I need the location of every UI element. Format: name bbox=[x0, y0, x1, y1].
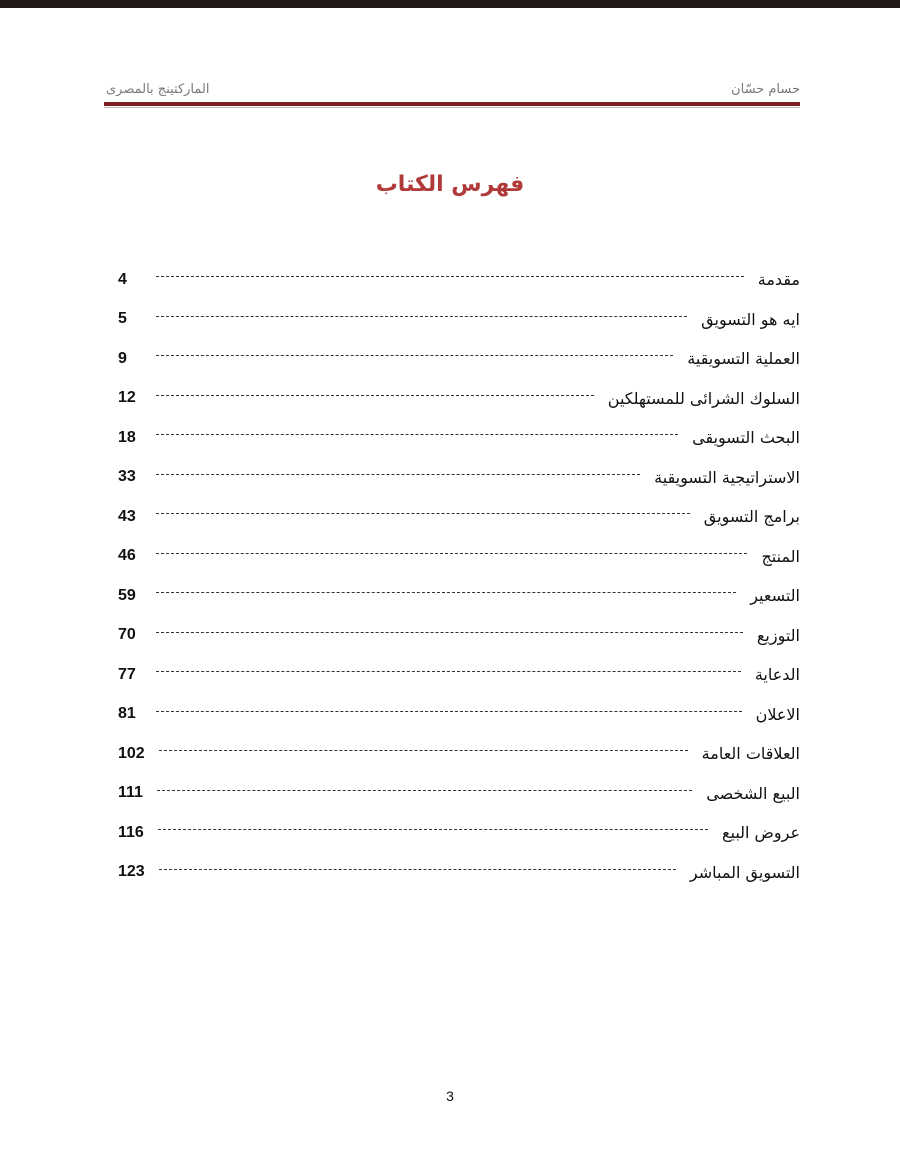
toc-dot-leader bbox=[156, 276, 744, 277]
toc-dot-leader bbox=[157, 790, 692, 791]
toc-dot-leader bbox=[156, 592, 736, 593]
toc-entry-page: 18 bbox=[118, 428, 136, 446]
toc-entry-page: 4 bbox=[118, 270, 127, 288]
toc-entry-label: برامج التسويق bbox=[703, 507, 800, 527]
toc-dot-leader bbox=[156, 395, 594, 396]
toc-dot-leader bbox=[156, 632, 743, 633]
toc-entry-label: السلوك الشرائى للمستهلكين bbox=[607, 388, 800, 408]
toc-entry[interactable] bbox=[118, 774, 800, 814]
toc-entry-label: البيع الشخصى bbox=[706, 783, 800, 803]
toc-entry-label: الاستراتيجية التسويقية bbox=[654, 467, 800, 487]
toc-entry-page: 43 bbox=[118, 507, 136, 525]
toc-entry-page: 111 bbox=[118, 784, 143, 802]
toc-entry-label: العلاقات العامة bbox=[701, 744, 800, 764]
header-rule bbox=[104, 102, 800, 106]
toc-dot-leader bbox=[156, 553, 747, 554]
toc-dot-leader bbox=[156, 316, 687, 317]
toc-entry[interactable] bbox=[118, 260, 800, 300]
toc-entry-label: الاعلان bbox=[755, 704, 800, 724]
toc-dot-leader bbox=[159, 869, 676, 870]
toc-dot-leader bbox=[156, 711, 742, 712]
toc-entry-page: 46 bbox=[118, 547, 136, 565]
toc-entry-page: 9 bbox=[118, 349, 127, 367]
toc-entry-page: 123 bbox=[118, 863, 145, 881]
toc-entry-page: 102 bbox=[118, 744, 145, 762]
toc-entry-label: البحث التسويقى bbox=[692, 428, 800, 448]
toc-entry-page: 12 bbox=[118, 389, 136, 407]
toc-entry[interactable] bbox=[118, 853, 800, 893]
toc-entry[interactable] bbox=[118, 458, 800, 498]
toc-entry-label: العملية التسويقية bbox=[687, 349, 800, 369]
toc-entry-page: 70 bbox=[118, 626, 136, 644]
toc-entry[interactable] bbox=[118, 813, 800, 853]
toc-entry-page: 81 bbox=[118, 705, 136, 723]
toc-entry[interactable] bbox=[118, 418, 800, 458]
toc-entry[interactable] bbox=[118, 537, 800, 577]
toc-entry-page: 77 bbox=[118, 665, 136, 683]
toc-entry-label: عروض البيع bbox=[721, 823, 800, 843]
toc-dot-leader bbox=[159, 750, 688, 751]
toc-dot-leader bbox=[156, 513, 690, 514]
toc-entry[interactable] bbox=[118, 616, 800, 656]
toc-entry[interactable] bbox=[118, 655, 800, 695]
header-rule-thin bbox=[104, 107, 800, 108]
toc-entry-page: 5 bbox=[118, 310, 127, 328]
toc-entry-label: مقدمة bbox=[757, 270, 800, 290]
toc-entry-label: المنتج bbox=[761, 546, 800, 566]
toc-entry[interactable] bbox=[118, 734, 800, 774]
toc-dot-leader bbox=[158, 829, 708, 830]
toc-entry[interactable] bbox=[118, 497, 800, 537]
toc-entry-label: التوزيع bbox=[756, 625, 800, 645]
toc-entry-page: 33 bbox=[118, 468, 136, 486]
toc-list bbox=[118, 260, 800, 892]
toc-entry-label: ايه هو التسويق bbox=[701, 309, 800, 329]
page-number: 3 bbox=[446, 1088, 454, 1104]
top-border-band bbox=[0, 0, 900, 8]
toc-entry-page: 116 bbox=[118, 823, 144, 841]
toc-entry[interactable] bbox=[118, 300, 800, 340]
toc-dot-leader bbox=[156, 474, 640, 475]
toc-entry[interactable] bbox=[118, 576, 800, 616]
toc-entry[interactable] bbox=[118, 695, 800, 735]
toc-dot-leader bbox=[156, 434, 678, 435]
toc-dot-leader bbox=[156, 355, 673, 356]
toc-title: فهرس الكتاب bbox=[375, 172, 525, 197]
toc-entry[interactable] bbox=[118, 339, 800, 379]
toc-entry-label: التسعير bbox=[750, 586, 800, 606]
toc-entry-label: الدعاية bbox=[754, 665, 800, 685]
toc-entry-label: التسويق المباشر bbox=[689, 862, 800, 882]
toc-dot-leader bbox=[156, 671, 741, 672]
running-header bbox=[104, 82, 800, 100]
header-book-title: الماركتينج بالمصرى bbox=[106, 82, 210, 97]
header-author: حسام حسّان bbox=[731, 82, 800, 97]
toc-entry[interactable] bbox=[118, 379, 800, 419]
toc-entry-page: 59 bbox=[118, 586, 136, 604]
